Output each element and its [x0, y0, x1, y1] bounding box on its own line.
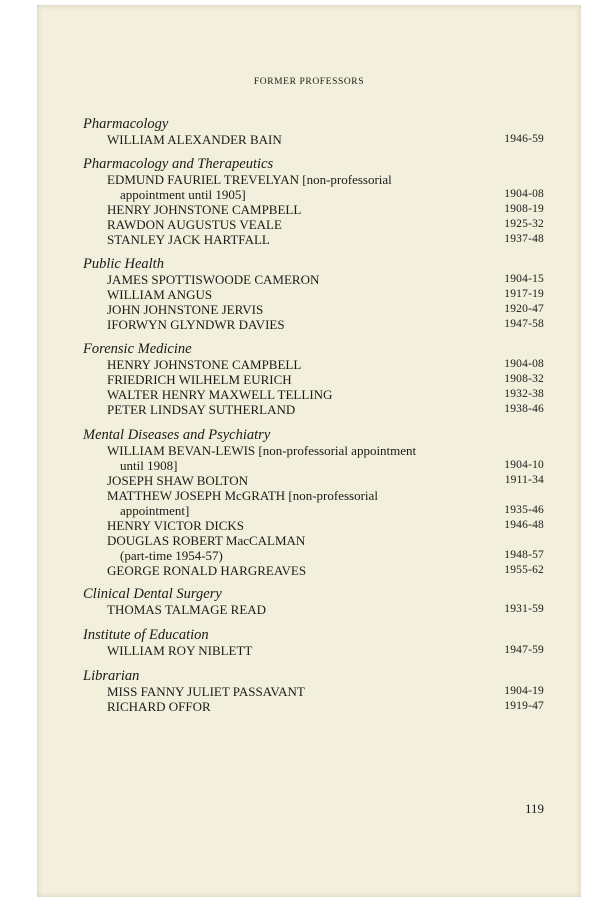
- running-header: FORMER PROFESSORS: [253, 77, 365, 87]
- section-title: Pharmacology: [83, 116, 169, 132]
- entry: [83, 232, 544, 247]
- entry: [83, 563, 544, 578]
- entry: [83, 302, 544, 317]
- page-number: 119: [524, 801, 544, 816]
- entry: [83, 684, 544, 699]
- tenure-years: 1935-46: [504, 504, 544, 516]
- tenure-years: 1904-19: [504, 685, 544, 697]
- tenure-years: 1931-59: [504, 603, 544, 615]
- professor-name: JAMES SPOTTISWOODE CAMERON: [107, 272, 320, 287]
- tenure-years: 1908-19: [504, 203, 544, 215]
- name-continuation: appointment until 1905]: [120, 187, 246, 202]
- professor-name: RAWDON AUGUSTUS VEALE: [107, 217, 282, 232]
- section-institute-of-education: [83, 627, 544, 658]
- tenure-years: 1946-48: [504, 519, 544, 531]
- tenure-years: 1932-38: [504, 388, 544, 400]
- entry: [83, 357, 544, 372]
- tenure-years: 1947-58: [504, 318, 544, 330]
- entry: [83, 699, 544, 714]
- entry: [83, 643, 544, 658]
- section-pharmacology-therapeutics: [83, 156, 544, 247]
- section-title: Pharmacology and Therapeutics: [83, 156, 274, 172]
- tenure-years: 1925-32: [504, 218, 544, 230]
- tenure-years: 1946-59: [504, 133, 544, 145]
- tenure-years: 1948-57: [504, 549, 544, 561]
- professor-name: EDMUND FAURIEL TREVELYAN [non-professorial: [107, 172, 392, 187]
- entry: [83, 402, 544, 417]
- professor-name: GEORGE RONALD HARGREAVES: [107, 563, 307, 578]
- tenure-years: 1911-34: [504, 474, 544, 486]
- entry: [83, 387, 544, 402]
- section-title: Public Health: [83, 256, 164, 272]
- section-public-health: [83, 256, 544, 332]
- professor-name: HENRY VICTOR DICKS: [107, 518, 245, 533]
- professor-name: JOSEPH SHAW BOLTON: [107, 473, 249, 488]
- tenure-years: 1947-59: [504, 644, 544, 656]
- professor-name: PETER LINDSAY SUTHERLAND: [107, 402, 296, 417]
- professor-name: FRIEDRICH WILHELM EURICH: [107, 372, 292, 387]
- section-title: Librarian: [83, 668, 140, 684]
- entry: [83, 372, 544, 387]
- entry: [83, 317, 544, 332]
- entry: [83, 132, 544, 147]
- librarian-name: RICHARD OFFOR: [107, 699, 211, 714]
- entry: [83, 518, 544, 533]
- entry: [83, 488, 544, 518]
- entry: [83, 473, 544, 488]
- professor-name: IFORWYN GLYNDWR DAVIES: [107, 317, 285, 332]
- entry: [83, 202, 544, 217]
- tenure-years: 1904-10: [504, 459, 544, 471]
- entry: [83, 602, 544, 617]
- entry: [83, 217, 544, 232]
- entry: [83, 533, 544, 563]
- tenure-years: 1920-47: [504, 303, 544, 315]
- professor-name: STANLEY JACK HARTFALL: [107, 232, 270, 247]
- tenure-years: 1937-48: [504, 233, 544, 245]
- tenure-years: 1904-15: [504, 273, 544, 285]
- section-mental-diseases-psychiatry: [83, 427, 544, 578]
- name-continuation: until 1908]: [120, 458, 178, 473]
- tenure-years: 1919-47: [504, 700, 544, 712]
- professor-name: WILLIAM ALEXANDER BAIN: [107, 132, 282, 147]
- name-continuation: appointment]: [120, 503, 190, 518]
- section-title: Forensic Medicine: [83, 341, 192, 357]
- section-title: Clinical Dental Surgery: [83, 586, 222, 602]
- professor-name: JOHN JOHNSTONE JERVIS: [107, 302, 264, 317]
- section-clinical-dental-surgery: [83, 586, 544, 617]
- section-title: Institute of Education: [83, 627, 209, 643]
- tenure-years: 1904-08: [504, 358, 544, 370]
- section-pharmacology: [83, 116, 544, 147]
- professor-name: HENRY JOHNSTONE CAMPBELL: [107, 202, 302, 217]
- professor-name: THOMAS TALMAGE READ: [107, 602, 267, 617]
- professor-name: MATTHEW JOSEPH McGRATH [non-professorial: [107, 488, 378, 503]
- entry: [83, 272, 544, 287]
- librarian-name: MISS FANNY JULIET PASSAVANT: [107, 684, 305, 699]
- tenure-years: 1904-08: [504, 188, 544, 200]
- professor-name: HENRY JOHNSTONE CAMPBELL: [107, 357, 302, 372]
- section-librarian: [83, 668, 544, 714]
- professor-name: DOUGLAS ROBERT MacCALMAN: [107, 533, 306, 548]
- tenure-years: 1955-62: [504, 564, 544, 576]
- name-continuation: (part-time 1954-57): [120, 548, 223, 563]
- tenure-years: 1917-19: [504, 288, 544, 300]
- tenure-years: 1938-46: [504, 403, 544, 415]
- book-page: [37, 5, 581, 897]
- entry: [83, 287, 544, 302]
- section-forensic-medicine: [83, 341, 544, 417]
- section-title: Mental Diseases and Psychiatry: [83, 427, 271, 443]
- professor-name: WALTER HENRY MAXWELL TELLING: [107, 387, 333, 402]
- professor-name: WILLIAM ANGUS: [107, 287, 213, 302]
- entry: [83, 443, 544, 473]
- professor-name: WILLIAM ROY NIBLETT: [107, 643, 253, 658]
- entry: [83, 172, 544, 202]
- tenure-years: 1908-32: [504, 373, 544, 385]
- professor-name: WILLIAM BEVAN-LEWIS [non-professorial appointment: [107, 443, 417, 458]
